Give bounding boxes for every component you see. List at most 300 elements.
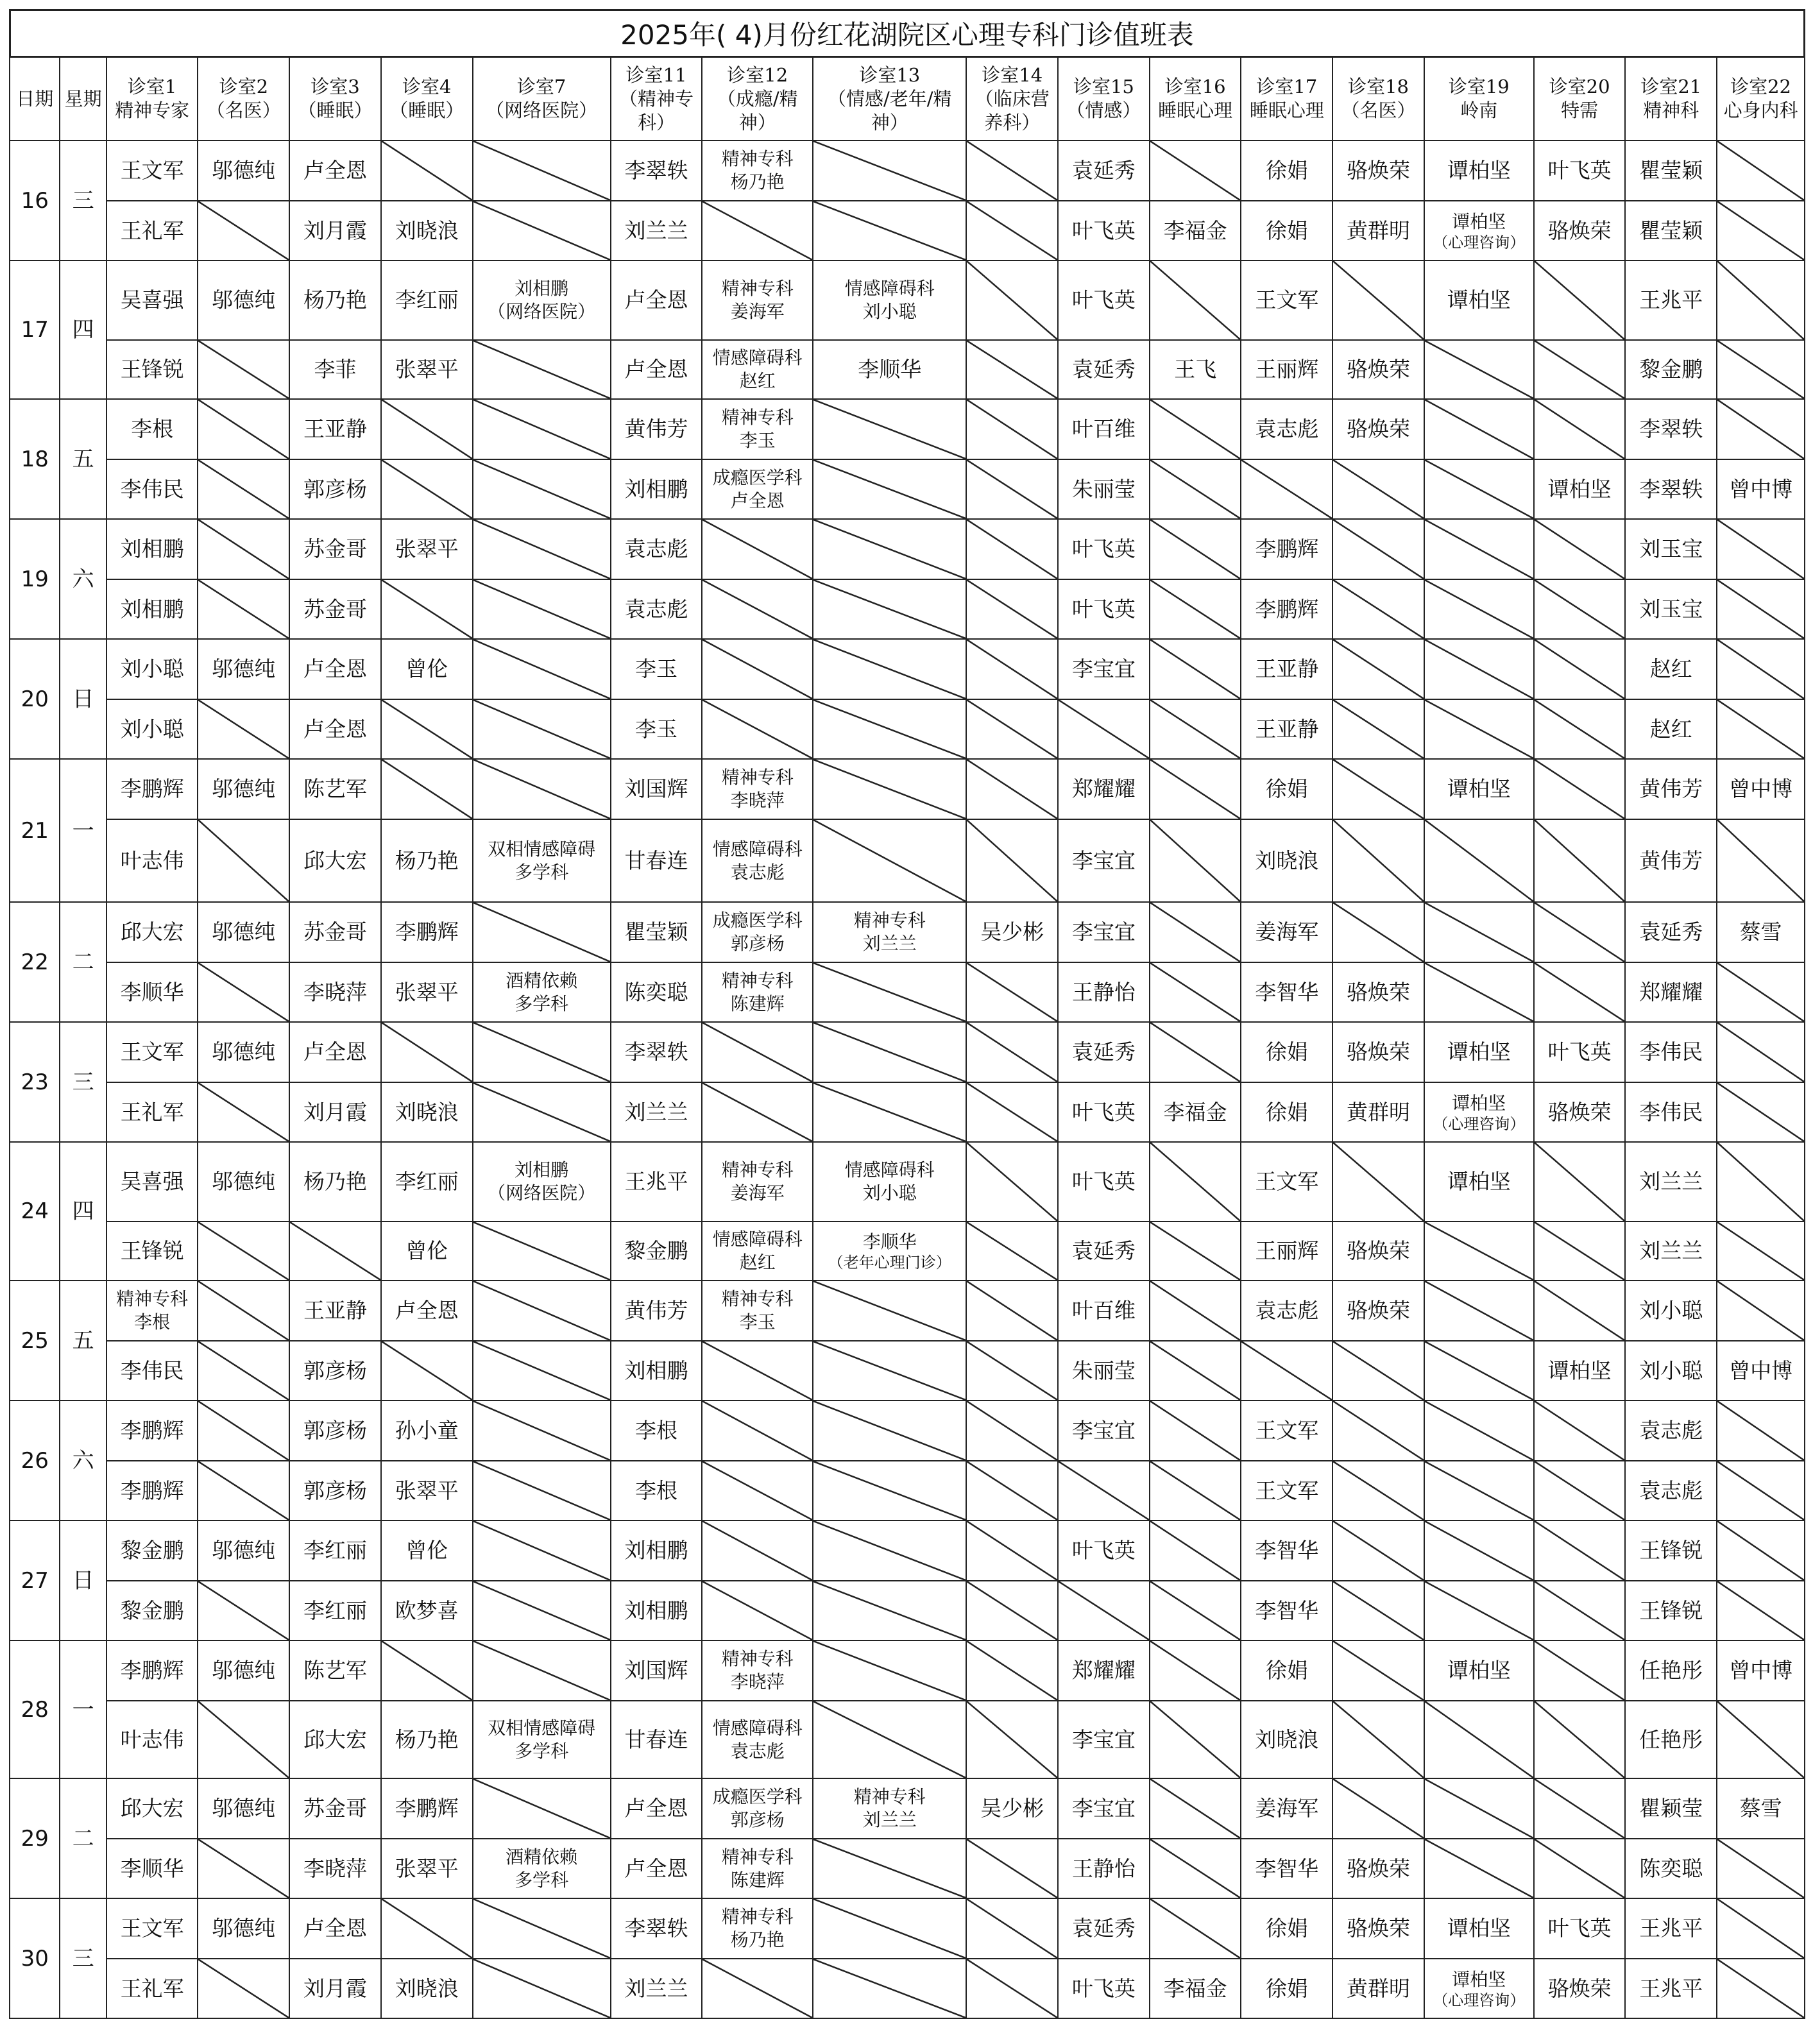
duty-cell: 精神专科 杨乃艳: [702, 141, 813, 201]
duty-cell: 王文军: [1241, 1461, 1332, 1520]
empty-slot: [1332, 639, 1424, 699]
schedule-table: [9, 56, 1805, 2019]
duty-cell: 袁志彪: [1625, 1401, 1717, 1461]
table-row: [10, 1461, 1805, 1520]
duty-cell: 成瘾医学科 卢全恩: [702, 459, 813, 519]
duty-cell: 叶飞英: [1058, 260, 1150, 340]
empty-slot: [1150, 1581, 1241, 1640]
duty-cell: 刘国辉: [611, 759, 702, 819]
duty-cell: 任艳彤: [1625, 1701, 1717, 1778]
empty-slot: [1717, 1959, 1805, 2018]
duty-cell: 李鹏辉: [1241, 519, 1332, 579]
duty-cell: 叶飞英: [1058, 1520, 1150, 1581]
empty-slot: [1058, 1461, 1150, 1520]
empty-slot: [813, 819, 966, 902]
duty-cell: 任艳彤: [1625, 1640, 1717, 1701]
duty-cell: 情感障碍科 赵红: [702, 1222, 813, 1281]
duty-cell: 情感障碍科 赵红: [702, 340, 813, 399]
duty-cell: 叶飞英: [1058, 1142, 1150, 1222]
table-row: [10, 1778, 1805, 1839]
empty-slot: [966, 699, 1058, 759]
duty-cell: 吴少彬: [966, 902, 1058, 962]
duty-cell: 陈奕聪: [611, 962, 702, 1022]
empty-slot: [1058, 1581, 1150, 1640]
empty-slot: [198, 399, 289, 459]
duty-cell: 李翠轶: [1625, 459, 1717, 519]
empty-slot: [1717, 579, 1805, 639]
date-cell: 25: [10, 1281, 60, 1401]
duty-cell: 刘兰兰: [611, 201, 702, 260]
empty-slot: [966, 1898, 1058, 1959]
empty-slot: [1241, 1341, 1332, 1401]
empty-slot: [702, 699, 813, 759]
duty-cell: 精神专科 李玉: [702, 399, 813, 459]
empty-slot: [1424, 579, 1534, 639]
duty-cell: 郭彦杨: [289, 1401, 381, 1461]
duty-cell: 王兆平: [1625, 260, 1717, 340]
duty-cell: 曾伦: [381, 1222, 473, 1281]
duty-cell: 姜海军: [1241, 902, 1332, 962]
empty-slot: [1534, 579, 1626, 639]
empty-slot: [1534, 260, 1626, 340]
duty-cell: 王文军: [1241, 1142, 1332, 1222]
empty-slot: [702, 1959, 813, 2018]
duty-cell: 李玉: [611, 639, 702, 699]
duty-cell: 李智华: [1241, 1581, 1332, 1640]
table-row: [10, 1959, 1805, 2018]
table-row: [10, 1839, 1805, 1898]
empty-slot: [966, 399, 1058, 459]
table-row: [10, 759, 1805, 819]
duty-cell: 谭柏坚: [1424, 1898, 1534, 1959]
empty-slot: [1150, 639, 1241, 699]
duty-cell: 邬德纯: [198, 260, 289, 340]
empty-slot: [813, 579, 966, 639]
empty-slot: [1534, 699, 1626, 759]
duty-cell: 袁志彪: [1625, 1461, 1717, 1520]
duty-cell: 叶志伟: [106, 819, 198, 902]
duty-cell: 瞿莹颖: [611, 902, 702, 962]
duty-cell: 黎金鹏: [611, 1222, 702, 1281]
table-row: [10, 1581, 1805, 1640]
empty-slot: [1424, 699, 1534, 759]
empty-slot: [473, 579, 611, 639]
table-row: [10, 1898, 1805, 1959]
duty-cell: 徐娟: [1241, 1640, 1332, 1701]
duty-cell: 邬德纯: [198, 902, 289, 962]
empty-slot: [1150, 1281, 1241, 1341]
empty-slot: [1717, 519, 1805, 579]
empty-slot: [702, 519, 813, 579]
duty-cell: 瞿颖莹: [1625, 1778, 1717, 1839]
duty-cell: 精神专科 李晓萍: [702, 759, 813, 819]
empty-slot: [1332, 902, 1424, 962]
empty-slot: [702, 1022, 813, 1082]
empty-slot: [1534, 1401, 1626, 1461]
duty-cell: 骆焕荣: [1332, 1281, 1424, 1341]
duty-cell: 李福金: [1150, 1082, 1241, 1142]
date-cell: 23: [10, 1022, 60, 1142]
duty-cell: 李红丽: [289, 1581, 381, 1640]
duty-cell: 朱丽莹: [1058, 1341, 1150, 1401]
duty-cell: 刘兰兰: [1625, 1222, 1717, 1281]
empty-slot: [1424, 1581, 1534, 1640]
empty-slot: [1424, 639, 1534, 699]
duty-cell: 王锋锐: [1625, 1520, 1717, 1581]
empty-slot: [1150, 1520, 1241, 1581]
empty-slot: [1332, 1778, 1424, 1839]
table-row: [10, 340, 1805, 399]
empty-slot: [473, 1281, 611, 1341]
empty-slot: [1150, 1461, 1241, 1520]
empty-slot: [813, 399, 966, 459]
duty-cell: 蔡雪: [1717, 902, 1805, 962]
duty-cell: 李宝宜: [1058, 902, 1150, 962]
duty-cell: 甘春连: [611, 819, 702, 902]
empty-slot: [1717, 141, 1805, 201]
duty-cell: 情感障碍科 刘小聪: [813, 260, 966, 340]
duty-cell: 王丽辉: [1241, 1222, 1332, 1281]
empty-slot: [1150, 260, 1241, 340]
duty-cell: 卢全恩: [289, 639, 381, 699]
empty-slot: [702, 639, 813, 699]
empty-slot: [198, 699, 289, 759]
table-row: [10, 1401, 1805, 1461]
empty-slot: [966, 340, 1058, 399]
duty-cell: 黄伟芳: [1625, 819, 1717, 902]
empty-slot: [1424, 1222, 1534, 1281]
duty-cell: 苏金哥: [289, 579, 381, 639]
table-row: [10, 579, 1805, 639]
duty-cell: 成瘾医学科 郭彦杨: [702, 1778, 813, 1839]
weekday-cell: 二: [60, 1778, 106, 1898]
empty-slot: [966, 141, 1058, 201]
empty-slot: [702, 1461, 813, 1520]
empty-slot: [1150, 819, 1241, 902]
weekday-cell: 三: [60, 1022, 106, 1142]
duty-cell: 骆焕荣: [1332, 340, 1424, 399]
duty-cell: 赵红: [1625, 639, 1717, 699]
duty-cell: 谭柏坚: [1424, 1142, 1534, 1222]
duty-cell: 袁延秀: [1058, 1022, 1150, 1082]
empty-slot: [966, 1520, 1058, 1581]
duty-cell: 骆焕荣: [1534, 1082, 1626, 1142]
empty-slot: [473, 340, 611, 399]
duty-cell: 李玉: [611, 699, 702, 759]
column-header: 诊室2 （名医）: [198, 57, 289, 141]
duty-cell: 李鹏辉: [1241, 579, 1332, 639]
empty-slot: [381, 141, 473, 201]
column-header: 诊室17 睡眠心理: [1241, 57, 1332, 141]
duty-cell: 李福金: [1150, 1959, 1241, 2018]
duty-cell: 曾中博: [1717, 1640, 1805, 1701]
duty-cell: 刘相鹏: [611, 1581, 702, 1640]
empty-slot: [1150, 1022, 1241, 1082]
empty-slot: [1150, 141, 1241, 201]
empty-slot: [473, 1022, 611, 1082]
duty-cell: 李晓萍: [289, 962, 381, 1022]
duty-cell: 王文军: [106, 1898, 198, 1959]
duty-cell: 郑耀耀: [1058, 1640, 1150, 1701]
empty-slot: [813, 1898, 966, 1959]
duty-cell: 王锋锐: [106, 340, 198, 399]
empty-slot: [1534, 1461, 1626, 1520]
empty-slot: [473, 639, 611, 699]
weekday-cell: 四: [60, 260, 106, 399]
empty-slot: [1717, 819, 1805, 902]
duty-cell: 王锋锐: [106, 1222, 198, 1281]
empty-slot: [1150, 902, 1241, 962]
duty-cell: 孙小童: [381, 1401, 473, 1461]
empty-slot: [381, 699, 473, 759]
duty-cell: 陈艺军: [289, 759, 381, 819]
schedule-sheet: [9, 9, 1805, 2041]
empty-slot: [966, 1281, 1058, 1341]
duty-cell: 杨乃艳: [289, 260, 381, 340]
duty-cell: 精神专科 李晓萍: [702, 1640, 813, 1701]
empty-slot: [813, 1461, 966, 1520]
duty-cell: 邬德纯: [198, 1898, 289, 1959]
date-cell: 28: [10, 1640, 60, 1778]
empty-slot: [966, 962, 1058, 1022]
empty-slot: [1717, 1520, 1805, 1581]
duty-cell: 叶飞英: [1058, 579, 1150, 639]
empty-slot: [473, 141, 611, 201]
duty-cell: 李伟民: [106, 1341, 198, 1401]
empty-slot: [1332, 579, 1424, 639]
empty-slot: [1534, 1839, 1626, 1898]
weekday-cell: 一: [60, 759, 106, 902]
empty-slot: [381, 1640, 473, 1701]
duty-cell: 卢全恩: [289, 1022, 381, 1082]
duty-cell: 李智华: [1241, 1839, 1332, 1898]
empty-slot: [813, 639, 966, 699]
empty-slot: [1534, 819, 1626, 902]
duty-cell: 李红丽: [381, 260, 473, 340]
empty-slot: [1424, 1778, 1534, 1839]
duty-cell: 王礼军: [106, 1082, 198, 1142]
table-row: [10, 141, 1805, 201]
duty-cell: 李翠轶: [1625, 399, 1717, 459]
empty-slot: [1424, 1341, 1534, 1401]
empty-slot: [1332, 459, 1424, 519]
sheet-title: 2025年( 4)月份红花湖院区心理专科门诊值班表: [9, 9, 1805, 58]
table-row: [10, 399, 1805, 459]
duty-cell: 刘小聪: [1625, 1281, 1717, 1341]
empty-slot: [1332, 519, 1424, 579]
duty-cell: 苏金哥: [289, 1778, 381, 1839]
empty-slot: [198, 519, 289, 579]
empty-slot: [966, 1401, 1058, 1461]
duty-cell: 邬德纯: [198, 639, 289, 699]
duty-cell: 刘月霞: [289, 1959, 381, 2018]
empty-slot: [1424, 819, 1534, 902]
duty-cell: 徐娟: [1241, 1022, 1332, 1082]
empty-slot: [473, 1341, 611, 1401]
duty-cell: 刘相鹏: [106, 519, 198, 579]
empty-slot: [381, 399, 473, 459]
duty-cell: 叶百维: [1058, 399, 1150, 459]
empty-slot: [1717, 1142, 1805, 1222]
duty-cell: 徐娟: [1241, 141, 1332, 201]
table-row: [10, 519, 1805, 579]
duty-cell: 刘玉宝: [1625, 579, 1717, 639]
empty-slot: [1717, 962, 1805, 1022]
duty-cell: 袁志彪: [1241, 399, 1332, 459]
empty-slot: [473, 1959, 611, 2018]
date-cell: 18: [10, 399, 60, 519]
date-cell: 16: [10, 141, 60, 260]
duty-cell: 卢全恩: [289, 141, 381, 201]
empty-slot: [813, 459, 966, 519]
empty-slot: [1534, 340, 1626, 399]
weekday-cell: 日: [60, 1520, 106, 1640]
duty-cell: 谭柏坚: [1424, 141, 1534, 201]
empty-slot: [1717, 1898, 1805, 1959]
empty-slot: [966, 1222, 1058, 1281]
duty-cell: 叶飞英: [1534, 141, 1626, 201]
empty-slot: [1717, 1461, 1805, 1520]
duty-cell: 曾伦: [381, 1520, 473, 1581]
empty-slot: [1424, 399, 1534, 459]
column-header: 诊室16 睡眠心理: [1150, 57, 1241, 141]
column-header: 诊室22 心身内科: [1717, 57, 1805, 141]
duty-cell: 瞿莹颖: [1625, 141, 1717, 201]
empty-slot: [1534, 1281, 1626, 1341]
duty-cell: 吴喜强: [106, 1142, 198, 1222]
empty-slot: [1717, 1581, 1805, 1640]
duty-cell: 刘小聪: [106, 699, 198, 759]
empty-slot: [198, 459, 289, 519]
duty-cell: 李红丽: [381, 1142, 473, 1222]
empty-slot: [966, 1581, 1058, 1640]
empty-slot: [1150, 459, 1241, 519]
empty-slot: [1150, 1401, 1241, 1461]
duty-cell: 曾中博: [1717, 459, 1805, 519]
column-header: 诊室20 特需: [1534, 57, 1626, 141]
duty-cell: 叶飞英: [1534, 1898, 1626, 1959]
date-cell: 26: [10, 1401, 60, 1520]
duty-cell: 郭彦杨: [289, 459, 381, 519]
empty-slot: [813, 1581, 966, 1640]
empty-slot: [1534, 1520, 1626, 1581]
duty-cell: 李鹏辉: [381, 902, 473, 962]
column-header: 诊室12 （成瘾/精 神）: [702, 57, 813, 141]
empty-slot: [813, 699, 966, 759]
duty-cell: 李根: [611, 1401, 702, 1461]
duty-cell: 双相情感障碍 多学科: [473, 819, 611, 902]
empty-slot: [473, 519, 611, 579]
empty-slot: [1332, 1461, 1424, 1520]
empty-slot: [198, 1222, 289, 1281]
duty-cell: 精神专科 刘兰兰: [813, 1778, 966, 1839]
duty-cell: 李翠轶: [611, 1022, 702, 1082]
duty-cell: 张翠平: [381, 962, 473, 1022]
duty-cell: 黄伟芳: [611, 399, 702, 459]
duty-cell: 黄群明: [1332, 1959, 1424, 2018]
empty-slot: [702, 1581, 813, 1640]
empty-slot: [1717, 201, 1805, 260]
table-row: [10, 260, 1805, 340]
empty-slot: [1332, 1581, 1424, 1640]
empty-slot: [198, 1341, 289, 1401]
duty-cell: 王兆平: [1625, 1959, 1717, 2018]
duty-cell: 陈奕聪: [1625, 1839, 1717, 1898]
empty-slot: [966, 201, 1058, 260]
empty-slot: [381, 1022, 473, 1082]
empty-slot: [1717, 1401, 1805, 1461]
duty-cell: 王礼军: [106, 201, 198, 260]
date-cell: 29: [10, 1778, 60, 1898]
duty-cell: 李鹏辉: [106, 759, 198, 819]
empty-slot: [1424, 459, 1534, 519]
table-row: [10, 1082, 1805, 1142]
duty-cell: 张翠平: [381, 340, 473, 399]
table-row: [10, 459, 1805, 519]
duty-cell: 苏金哥: [289, 519, 381, 579]
empty-slot: [473, 759, 611, 819]
empty-slot: [198, 1082, 289, 1142]
duty-cell: 卢全恩: [611, 340, 702, 399]
empty-slot: [198, 1281, 289, 1341]
empty-slot: [813, 1701, 966, 1778]
table-row: [10, 1640, 1805, 1701]
duty-cell: 骆焕荣: [1332, 141, 1424, 201]
duty-cell: 刘相鹏: [106, 579, 198, 639]
column-header: 诊室18 （名医）: [1332, 57, 1424, 141]
empty-slot: [1424, 1281, 1534, 1341]
empty-slot: [473, 1640, 611, 1701]
empty-slot: [1332, 1401, 1424, 1461]
header-row: [10, 57, 1805, 141]
duty-cell: 叶百维: [1058, 1281, 1150, 1341]
duty-cell: 刘晓浪: [381, 201, 473, 260]
duty-cell: 李顺华: [106, 962, 198, 1022]
duty-cell: 李宝宜: [1058, 639, 1150, 699]
duty-cell: 王文军: [106, 141, 198, 201]
empty-slot: [381, 1898, 473, 1959]
duty-cell: 谭柏坚: [1424, 260, 1534, 340]
duty-cell: 陈艺军: [289, 1640, 381, 1701]
duty-cell: 袁延秀: [1058, 340, 1150, 399]
empty-slot: [1424, 1461, 1534, 1520]
duty-cell: 李鹏辉: [381, 1778, 473, 1839]
duty-cell: 邱大宏: [106, 902, 198, 962]
duty-cell: 袁延秀: [1058, 1222, 1150, 1281]
duty-cell: 李鹏辉: [106, 1401, 198, 1461]
empty-slot: [1424, 1839, 1534, 1898]
duty-cell: 袁志彪: [1241, 1281, 1332, 1341]
empty-slot: [702, 1401, 813, 1461]
empty-slot: [1150, 1898, 1241, 1959]
empty-slot: [1150, 962, 1241, 1022]
duty-cell: 郑耀耀: [1625, 962, 1717, 1022]
duty-cell: 精神专科 陈建辉: [702, 1839, 813, 1898]
duty-cell: 情感障碍科 刘小聪: [813, 1142, 966, 1222]
empty-slot: [1717, 1082, 1805, 1142]
duty-cell: 卢全恩: [611, 1778, 702, 1839]
weekday-cell: 一: [60, 1640, 106, 1778]
duty-cell: 李晓萍: [289, 1839, 381, 1898]
column-header: 诊室19 岭南: [1424, 57, 1534, 141]
duty-cell: 甘春连: [611, 1701, 702, 1778]
empty-slot: [1332, 759, 1424, 819]
empty-slot: [1150, 1341, 1241, 1401]
empty-slot: [1332, 260, 1424, 340]
empty-slot: [1717, 1701, 1805, 1778]
duty-cell: 叶飞英: [1058, 201, 1150, 260]
duty-cell: 袁延秀: [1058, 1898, 1150, 1959]
